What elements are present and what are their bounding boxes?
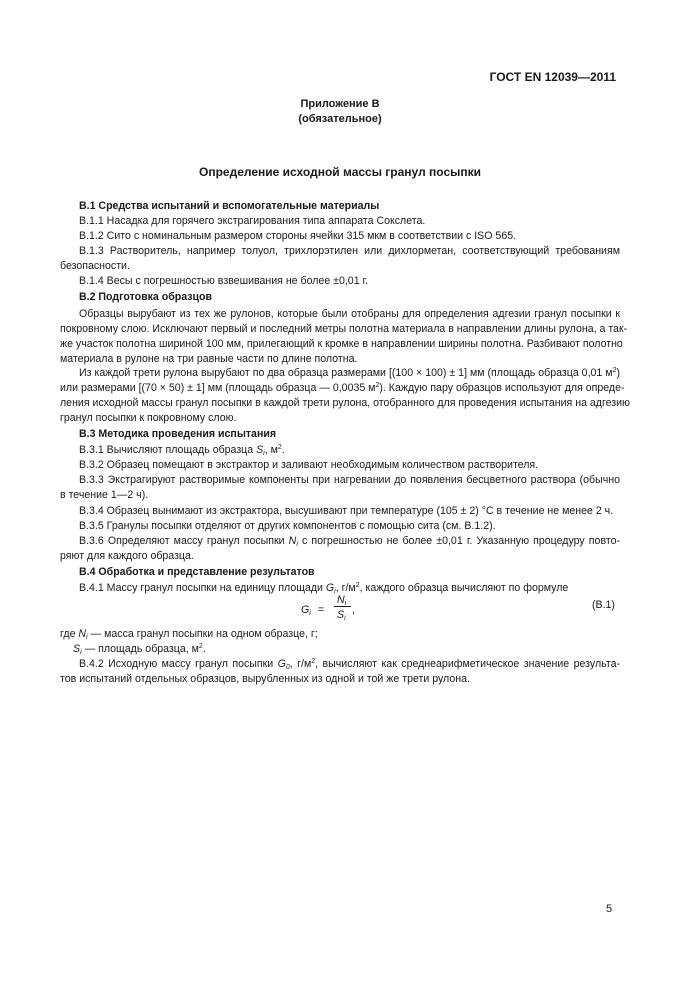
document-code: ГОСТ EN 12039—2011: [489, 70, 616, 84]
formula-tail: ,: [352, 604, 355, 616]
section-title-b2: В.2 Подготовка образцов: [79, 291, 213, 303]
paragraph-line: материала в рулоне на три равные части по длине полотна.: [60, 353, 358, 365]
clause-b1-2: В.1.2 Сито с номинальным размером стороны ячейки 315 мкм в соответствии с ISO 565.: [79, 230, 517, 242]
formula-number: (В.1): [592, 599, 615, 611]
annex-title: Приложение В: [300, 98, 380, 110]
clause-b3-3-line2: в течение 1—2 ч).: [60, 489, 149, 501]
clause-b4-1: В.4.1 Массу гранул посыпки на единицу площади $G_i$, $г/м^2$, каждого образца вычисляют по формуле: [79, 582, 569, 595]
section-title-b3: В.3 Методика проведения испытания: [79, 428, 277, 440]
where-line-2: $S_i$ — площадь образца, $м^2$.: [73, 643, 206, 656]
paragraph-line: ления исходной массы гранул посыпки в каждой трети рулона, отобранного для проведения испытания на адгезию: [60, 397, 630, 409]
section-title-b1: В.1 Средства испытаний и вспомогательные материалы: [79, 200, 380, 212]
clause-b3-6-line1: В.3.6 Определяют массу гранул посыпки $N_i$ с погрешностью не более ±0,01 г. Указанную процедуру повто-: [79, 535, 620, 548]
annex-heading: Определение исходной массы гранул посыпки: [198, 165, 481, 179]
page-number: 5: [606, 903, 613, 915]
clause-b4-2-line2: тов испытаний отдельных образцов, вырубленных из одной и той же трети рулона.: [60, 673, 470, 685]
clause-b3-4: В.3.4 Образец вынимают из экстрактора, высушивают при температуре (105 ± 2) °С в течение не менее 2 ч.: [79, 505, 614, 517]
clause-b4-2-line1: В.4.2 Исходную массу гранул посыпки $G_0$, $г/м^2$, вычисляют как среднеарифметическое значение результа-: [79, 658, 620, 671]
where-line-1: где $N_i$ — масса гранул посыпки на одном образце, г;: [60, 628, 318, 641]
paragraph-line: покровному слою. Исключают первый и последний метры полотна материала в направлении длины рулона, а так-: [60, 323, 628, 335]
formula-equals: =: [318, 604, 325, 616]
clause-b3-1: В.3.1 Вычисляют площадь образца $S_i$, $м^2$.: [79, 444, 285, 457]
paragraph-line: или размерами [(70 × 50) ± 1] мм (площадь образца — 0,0035 $м^2$). Каждую пару образцов используют для опреде-: [60, 382, 625, 394]
section-title-b4: В.4 Обработка и представление результатов: [79, 566, 315, 578]
paragraph-line: гранул посыпки к покровному слою.: [60, 412, 237, 424]
clause-b3-3-line1: В.3.3 Экстрагируют растворимые компоненты при нагревании до появления бесцветного раствора (обычно: [79, 474, 620, 486]
annex-status: (обязательное): [298, 113, 382, 125]
clause-b1-4: В.1.4 Весы с погрешностью взвешивания не более ±0,01 г.: [79, 275, 369, 287]
fraction-bar: [334, 606, 351, 607]
formula-lhs: $G_i$: [301, 604, 311, 617]
clause-b3-2: В.3.2 Образец помещают в экстрактор и заливают необходимым количеством растворителя.: [79, 459, 539, 471]
paragraph-line: Образцы вырубают из тех же рулонов, которые были отобраны для определения адгезии гранул посыпки к: [79, 308, 620, 320]
clause-b3-5: В.3.5 Гранулы посыпки отделяют от других компонентов с помощью сита (см. В.1.2).: [79, 520, 496, 532]
formula-numerator: $N_i$: [337, 594, 347, 607]
clause-b1-1: В.1.1 Насадка для горячего экстрагирования типа аппарата Сокслета.: [79, 215, 426, 227]
clause-b3-6-line2: ряют для каждого образца.: [60, 550, 194, 562]
paragraph-line: Из каждой трети рулона вырубают по два образца размерами [(100 × 100) ± 1] мм (площадь образца 0,01 $м^2$): [79, 367, 620, 379]
clause-b1-3-line2: безопасности.: [60, 260, 130, 272]
formula-denominator: $S_i$: [337, 609, 346, 622]
paragraph-line: же участок полотна шириной 100 мм, прилегающий к кромке в направлении ширины полотна. Разбивают полотно: [60, 338, 623, 350]
clause-b1-3-line1: В.1.3 Растворитель, например толуол, трихлорэтилен или дихлорметан, соответствующий требованиям: [79, 245, 620, 257]
